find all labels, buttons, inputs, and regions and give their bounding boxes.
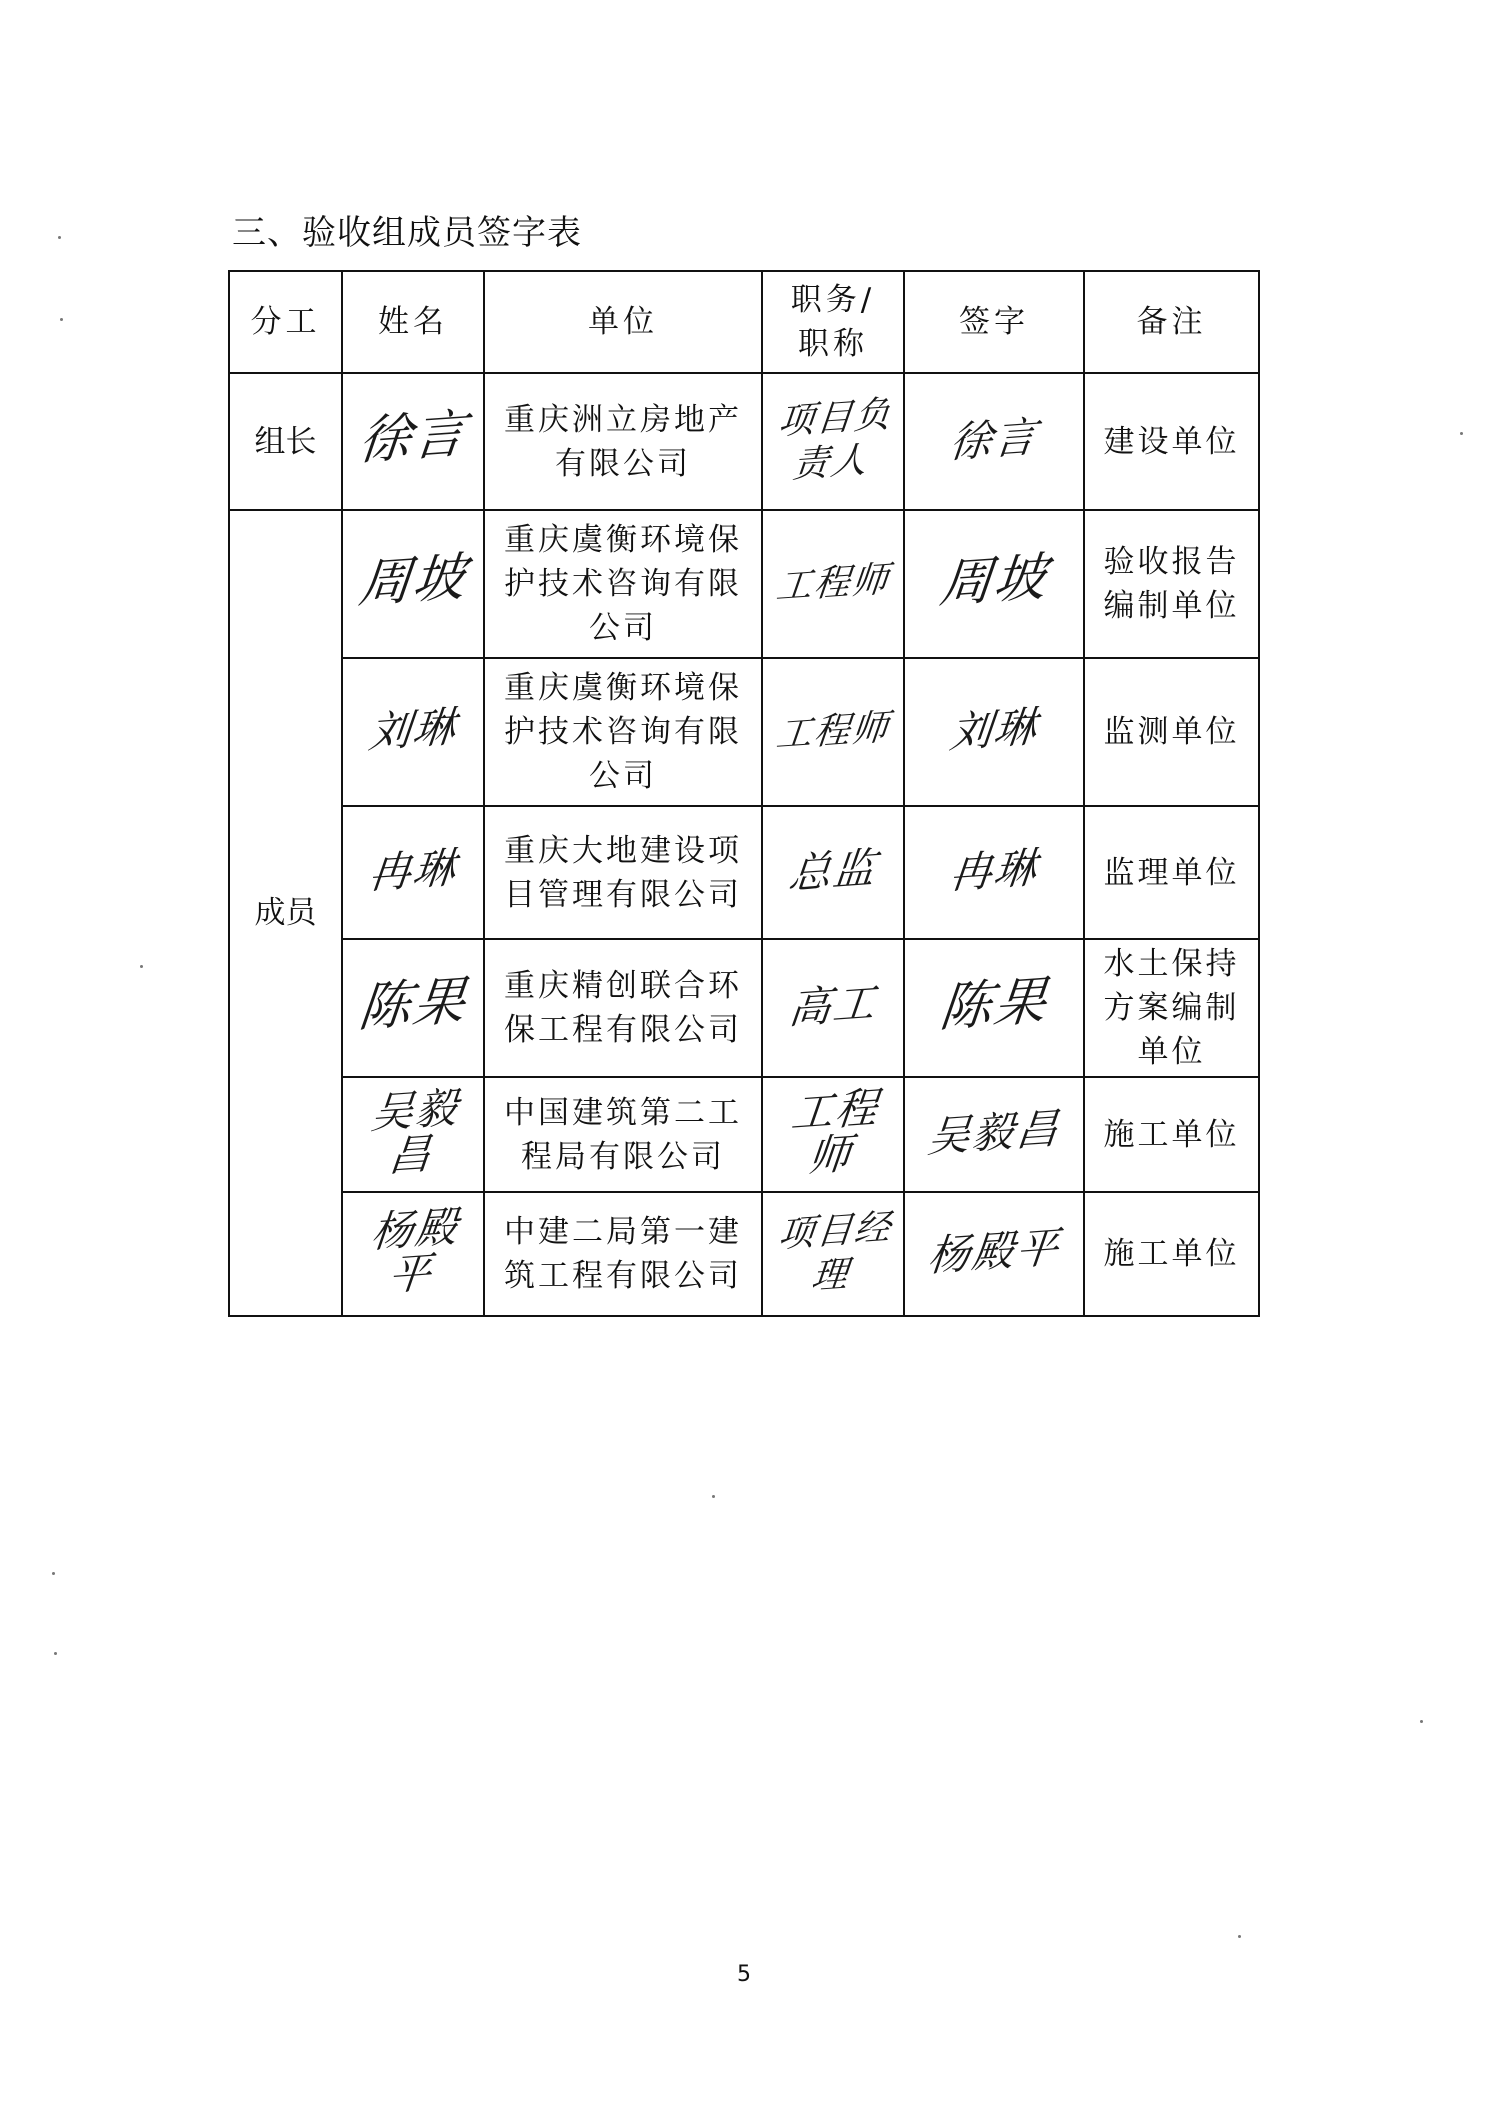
signature-cell xyxy=(904,1077,1084,1192)
position-cell xyxy=(762,939,904,1077)
header-role: 分工 xyxy=(229,271,342,373)
scan-speck xyxy=(58,236,61,239)
handwritten-name: 刘琳 xyxy=(366,701,460,758)
role-cell: 组长 xyxy=(229,373,342,510)
unit-cell: 重庆洲立房地产有限公司 xyxy=(484,373,762,510)
handwritten-signature: 杨殿平 xyxy=(925,1222,1063,1281)
position-cell xyxy=(762,373,904,510)
position-cell xyxy=(762,510,904,658)
scan-speck xyxy=(1460,432,1463,435)
scan-speck xyxy=(140,965,143,968)
scan-speck xyxy=(712,1495,715,1498)
handwritten-name: 杨殿平 xyxy=(368,1201,462,1300)
signature-cell xyxy=(904,510,1084,658)
scan-speck xyxy=(54,1652,57,1655)
handwritten-name: 陈果 xyxy=(355,970,471,1039)
table-header-row xyxy=(229,271,1259,373)
handwritten-position: 工程师 xyxy=(774,706,893,756)
unit-cell: 重庆大地建设项目管理有限公司 xyxy=(484,806,762,939)
page-title: 三、验收组成员签字表 xyxy=(232,213,582,253)
position-cell xyxy=(762,1077,904,1192)
remark-cell: 监测单位 xyxy=(1084,658,1259,806)
position-cell xyxy=(762,658,904,806)
scan-speck xyxy=(60,318,63,321)
header-unit: 单位 xyxy=(484,271,762,373)
handwritten-name: 徐言 xyxy=(355,403,471,473)
table-row xyxy=(229,373,1259,510)
handwritten-position: 总监 xyxy=(786,842,880,898)
table-row xyxy=(229,1192,1259,1316)
header-position-line2: 职称 xyxy=(798,326,868,362)
position-cell xyxy=(762,1192,904,1316)
handwritten-signature: 徐言 xyxy=(947,411,1041,467)
name-signature-cell xyxy=(342,658,484,806)
scan-speck xyxy=(1420,1720,1423,1723)
handwritten-name: 冉琳 xyxy=(366,842,460,898)
handwritten-signature: 吴毅昌 xyxy=(925,1102,1063,1162)
name-signature-cell xyxy=(342,939,484,1077)
handwritten-name: 周坡 xyxy=(355,546,471,615)
header-signature: 签字 xyxy=(904,271,1084,373)
remark-cell: 施工单位 xyxy=(1084,1077,1259,1192)
remark-cell: 建设单位 xyxy=(1084,373,1259,510)
position-cell xyxy=(762,806,904,939)
handwritten-position: 项目经理 xyxy=(776,1206,895,1298)
table-row xyxy=(229,806,1259,939)
signature-cell xyxy=(904,939,1084,1077)
name-signature-cell xyxy=(342,1192,484,1316)
name-signature-cell xyxy=(342,806,484,939)
handwritten-position: 项目负责人 xyxy=(776,393,895,487)
handwritten-position: 工程师 xyxy=(788,1081,882,1181)
handwritten-name: 吴毅昌 xyxy=(368,1081,462,1181)
remark-cell: 施工单位 xyxy=(1084,1192,1259,1316)
unit-cell: 重庆虞衡环境保护技术咨询有限公司 xyxy=(484,510,762,658)
handwritten-signature: 冉琳 xyxy=(947,842,1041,898)
handwritten-signature: 刘琳 xyxy=(947,701,1041,758)
role-cell: 成员 xyxy=(229,510,342,1316)
signature-cell xyxy=(904,1192,1084,1316)
handwritten-signature: 陈果 xyxy=(936,970,1052,1039)
signature-cell xyxy=(904,806,1084,939)
header-position xyxy=(762,271,904,373)
name-signature-cell xyxy=(342,373,484,510)
unit-cell: 中国建筑第二工程局有限公司 xyxy=(484,1077,762,1192)
table-row xyxy=(229,1077,1259,1192)
remark-cell: 验收报告编制单位 xyxy=(1084,510,1259,658)
unit-cell: 重庆精创联合环保工程有限公司 xyxy=(484,939,762,1077)
handwritten-signature: 周坡 xyxy=(936,546,1052,615)
signature-table xyxy=(228,270,1260,1317)
header-remark: 备注 xyxy=(1084,271,1259,373)
header-position-line1: 职务/ xyxy=(790,282,876,318)
unit-cell: 重庆虞衡环境保护技术咨询有限公司 xyxy=(484,658,762,806)
signature-cell xyxy=(904,373,1084,510)
unit-cell: 中建二局第一建筑工程有限公司 xyxy=(484,1192,762,1316)
table-row xyxy=(229,658,1259,806)
scan-speck xyxy=(1238,1935,1241,1938)
table-row xyxy=(229,939,1259,1077)
name-signature-cell xyxy=(342,1077,484,1192)
header-name: 姓名 xyxy=(342,271,484,373)
page-number: 5 xyxy=(737,1962,751,1987)
handwritten-position: 工程师 xyxy=(774,558,893,608)
name-signature-cell xyxy=(342,510,484,658)
handwritten-position: 高工 xyxy=(786,977,880,1034)
table-row xyxy=(229,510,1259,658)
signature-cell xyxy=(904,658,1084,806)
remark-cell: 水土保持方案编制单位 xyxy=(1084,939,1259,1077)
remark-cell: 监理单位 xyxy=(1084,806,1259,939)
scan-speck xyxy=(52,1572,55,1575)
